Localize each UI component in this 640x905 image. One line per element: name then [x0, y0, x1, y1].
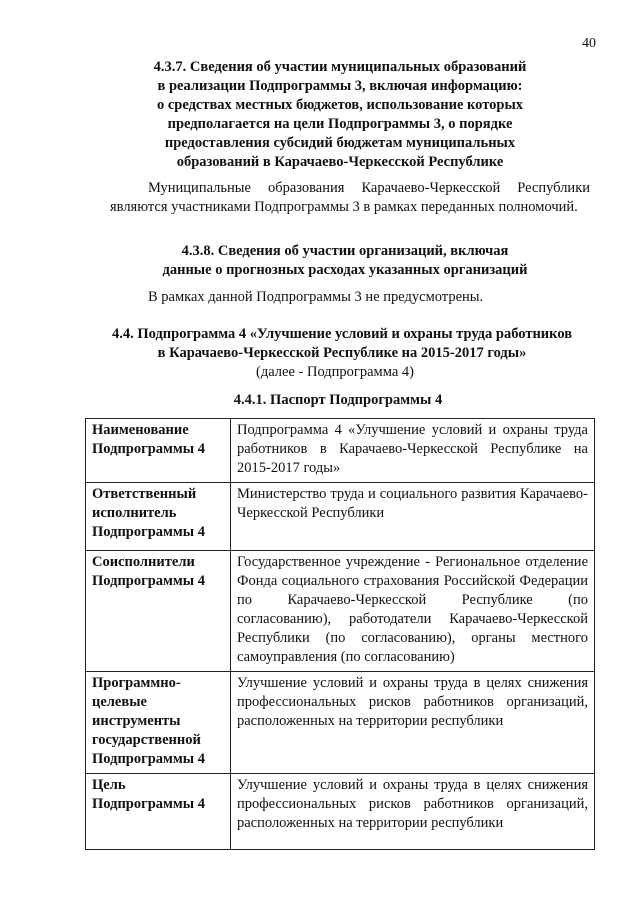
row-label: Соисполнители Подпрограммы 4: [86, 551, 231, 672]
section-437-heading: [20, 58, 640, 172]
heading-line: в реализации Подпрограммы 3, включая информацию:: [157, 78, 523, 94]
section-437-paragraph: Муниципальные образования Карачаево-Черкесской Республики являются участниками Подпрограммы 3 в рамках переданных полномочий.: [110, 180, 590, 215]
table-row: [86, 419, 595, 483]
row-label: Наименование Подпрограммы 4: [86, 419, 231, 483]
table-row: [86, 672, 595, 774]
heading-line: 4.3.7. Сведения об участии муниципальных образований: [153, 59, 527, 75]
heading-line: о средствах местных бюджетов, использование которых: [156, 97, 524, 113]
heading-line: 4.3.8. Сведения об участии организаций, включая: [181, 243, 509, 259]
row-value: Государственное учреждение - Региональное отделение Фонда социального страхования Российской Федерации по Карачаево-Черкесской Республике (по согласованию), работодатели Карачаево-Черкесской Республики (по согласованию), органы местного самоуправления (по согласованию): [231, 551, 595, 672]
heading-line: в Карачаево-Черкесской Республике на 2015-2017 годы»: [157, 345, 527, 361]
heading-line: 4.4. Подпрограмма 4 «Улучшение условий и охраны труда работников: [111, 326, 573, 342]
heading-line: предоставления субсидий бюджетам муниципальных: [164, 135, 516, 151]
row-value: Улучшение условий и охраны труда в целях снижения профессиональных рисков работников организаций, расположенных на территории республики: [231, 672, 595, 774]
section-44-subtitle: (далее - Подпрограмма 4): [256, 364, 414, 380]
heading-line: данные о прогнозных расходах указанных организаций: [162, 262, 528, 278]
row-value: Министерство труда и социального развития Карачаево-Черкесской Республики: [231, 483, 595, 551]
section-438-paragraph: В рамках данной Подпрограммы 3 не предусмотрены.: [148, 289, 484, 305]
section-438-heading: [25, 242, 640, 280]
table-row: [86, 774, 595, 850]
section-441-heading: 4.4.1. Паспорт Подпрограммы 4: [233, 392, 443, 408]
row-value: Подпрограмма 4 «Улучшение условий и охраны труда работников в Карачаево-Черкесской Республике на 2015-2017 годы»: [231, 419, 595, 483]
heading-line: образований в Карачаево-Черкесской Республике: [176, 154, 504, 170]
page-number: 40: [582, 36, 596, 51]
row-value: Улучшение условий и охраны труда в целях снижения профессиональных рисков работников организаций, расположенных на территории республики: [231, 774, 595, 850]
passport-table: [85, 418, 595, 850]
table-row: [86, 551, 595, 672]
row-label: Ответственный исполнитель Подпрограммы 4: [86, 483, 231, 551]
row-label: Цель Подпрограммы 4: [86, 774, 231, 850]
row-label: Программно-целевые инструменты государственной Подпрограммы 4: [86, 672, 231, 774]
table-row: [86, 483, 595, 551]
heading-line: предполагается на цели Подпрограммы 3, о порядке: [167, 116, 513, 132]
section-44-heading: [22, 325, 640, 363]
